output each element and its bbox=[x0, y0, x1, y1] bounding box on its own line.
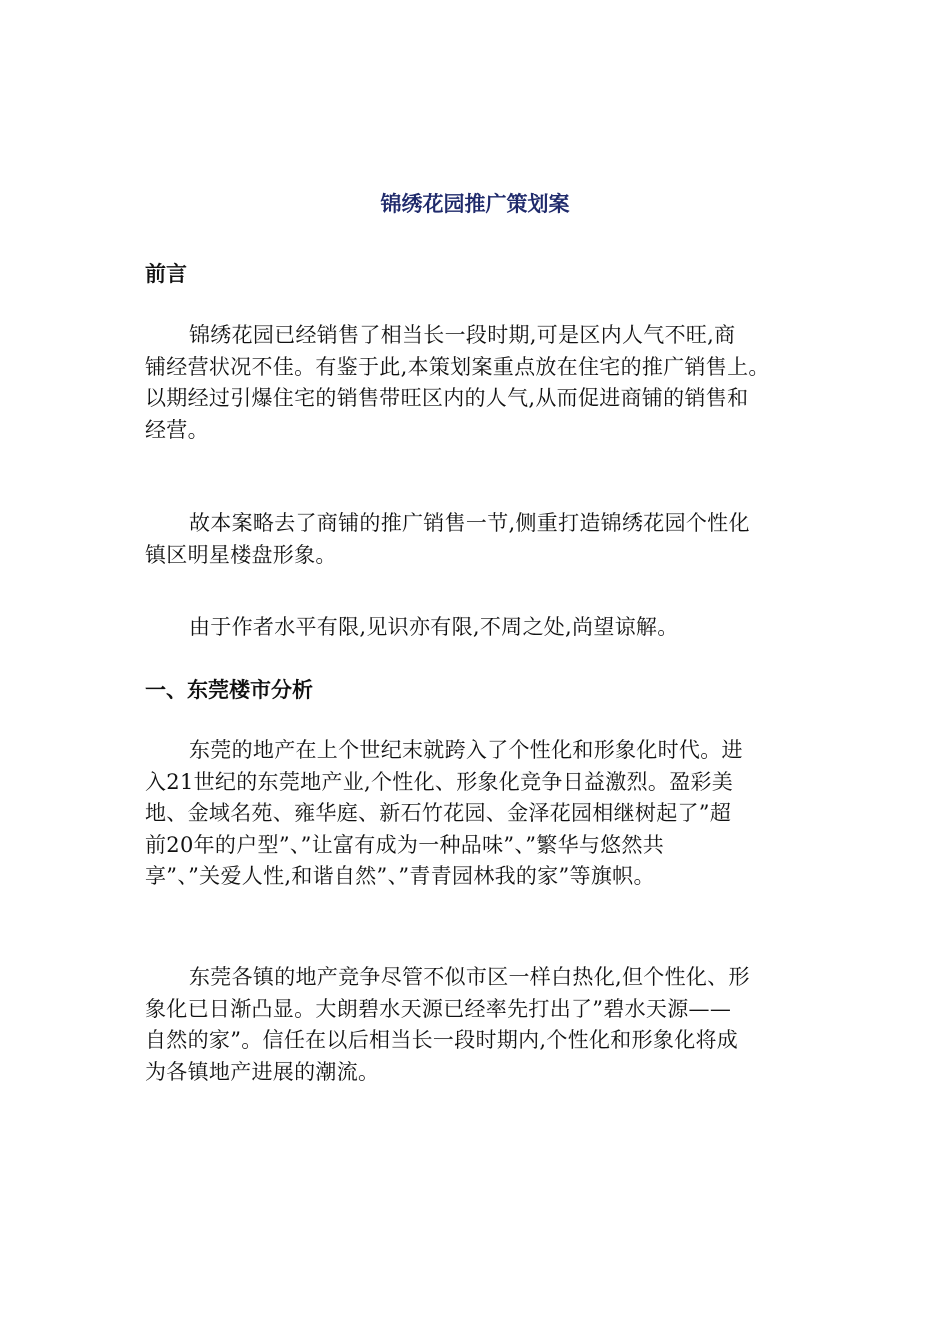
text-line: 入21世纪的东莞地产业,个性化、形象化竞争日益激烈。盈彩美 bbox=[145, 769, 734, 794]
text-line: 以期经过引爆住宅的销售带旺区内的人气,从而促进商铺的销售和 bbox=[145, 386, 749, 410]
text-line: 前20年的户型”、”让富有成为一种品味”、”繁华与悠然共 bbox=[145, 832, 665, 857]
text-line: 锦绣花园已经销售了相当长一段时期,可是区内人气不旺,商 bbox=[189, 323, 736, 347]
text-line: 东莞的地产在上个世纪末就跨入了个性化和形象化时代。进 bbox=[189, 738, 743, 762]
text-line: 为各镇地产进展的潮流。 bbox=[145, 1059, 380, 1084]
text-line: 故本案略去了商铺的推广销售一节,侧重打造锦绣花园个性化 bbox=[189, 511, 750, 535]
section-heading-market-analysis: 一、东莞楼市分析 bbox=[145, 678, 313, 702]
preface-paragraph-1 bbox=[145, 320, 820, 446]
market-paragraph-2 bbox=[145, 962, 820, 1088]
text-line: 享”、”关爱人性,和谐自然”、”青青园林我的家”等旗帜。 bbox=[145, 864, 655, 888]
market-paragraph-1 bbox=[145, 735, 820, 893]
text-line: 铺经营状况不佳。有鉴于此,本策划案重点放在住宅的推广销售上。 bbox=[145, 354, 770, 379]
preface-paragraph-2 bbox=[145, 508, 820, 571]
preface-paragraph-3 bbox=[145, 612, 820, 644]
text-line: 地、金域名苑、雍华庭、新石竹花园、金泽花园相继树起了”超 bbox=[145, 801, 732, 825]
text-line: 自然的家”。信任在以后相当长一段时期内,个性化和形象化将成 bbox=[145, 1028, 739, 1052]
document-title: 锦绣花园推广策划案 bbox=[380, 192, 570, 216]
text-line: 东莞各镇的地产竞争尽管不似市区一样白热化,但个性化、形 bbox=[189, 965, 750, 989]
text-line: 经营。 bbox=[145, 417, 209, 442]
section-heading-preface: 前言 bbox=[145, 262, 187, 286]
text-line: 镇区明星楼盘形象。 bbox=[145, 542, 337, 567]
text-line: 象化已日渐凸显。大朗碧水天源已经率先打出了”碧水天源—— bbox=[145, 996, 732, 1021]
text-line: 由于作者水平有限,见识亦有限,不周之处,尚望谅解。 bbox=[189, 615, 679, 639]
